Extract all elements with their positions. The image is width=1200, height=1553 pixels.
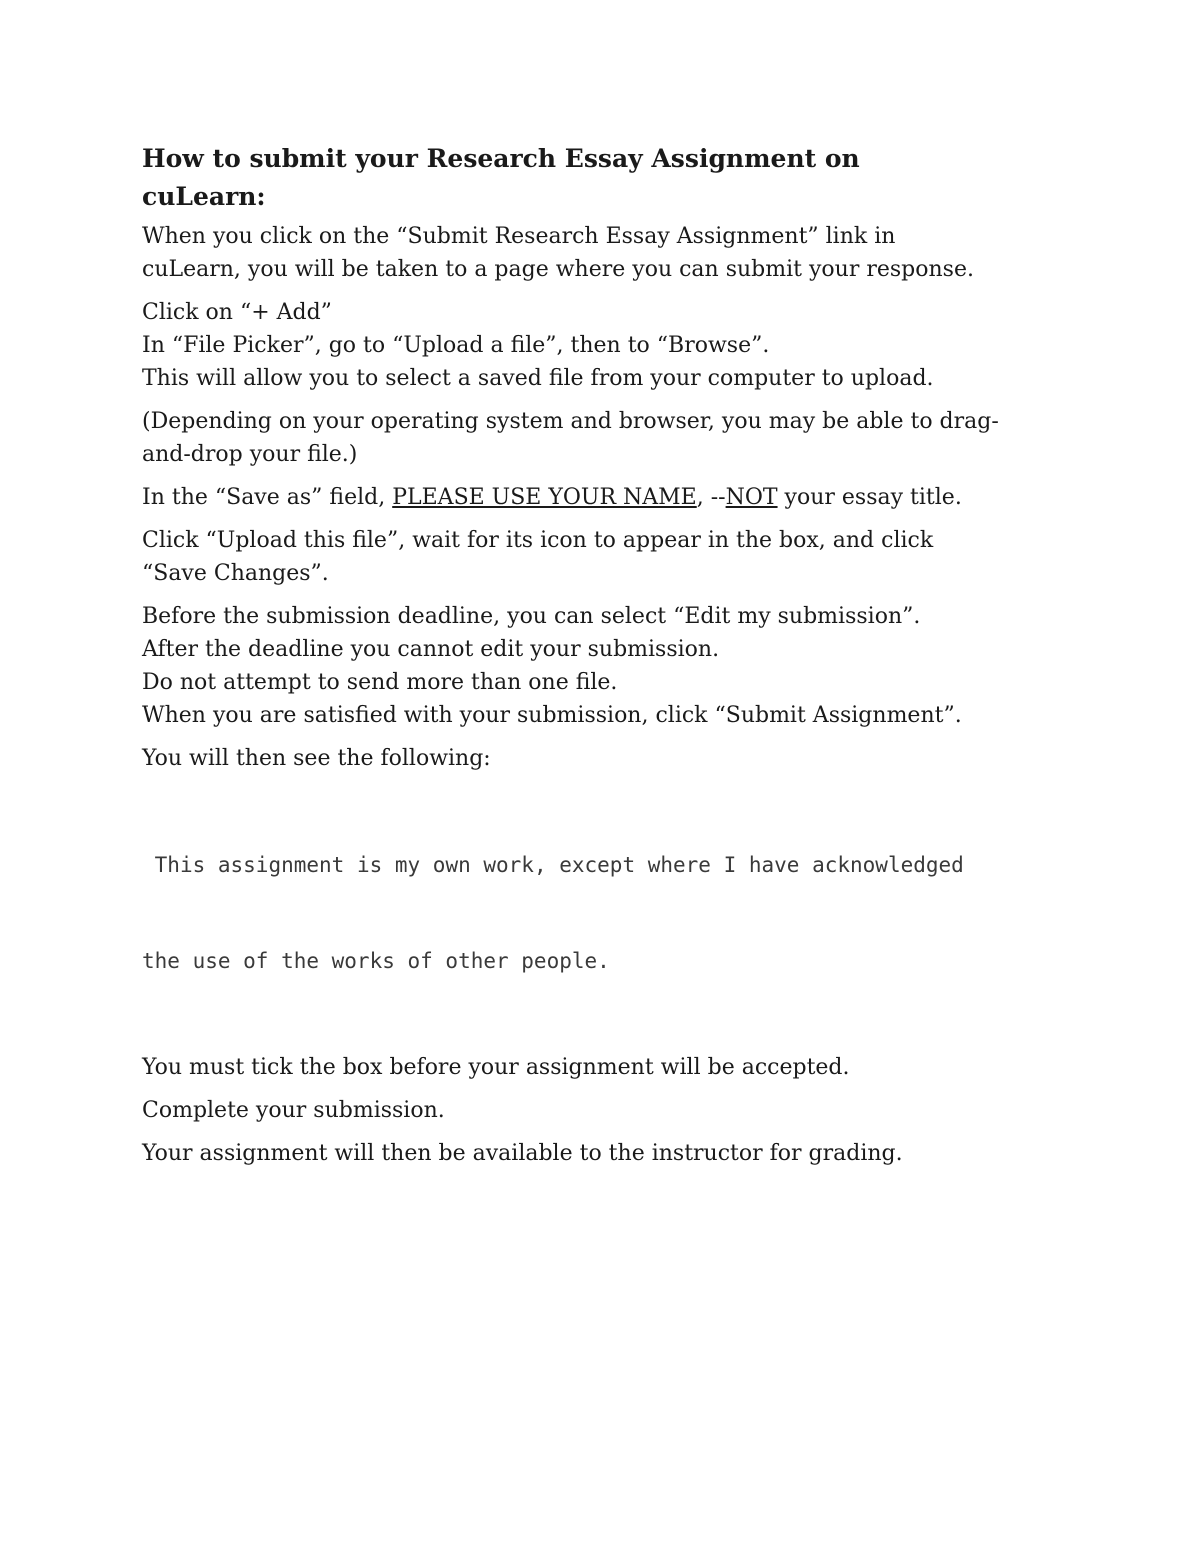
drag-drop-paragraph [142,405,1102,471]
save-as-text-a: In the “Save as” field, [142,485,393,510]
upload-line-1: Click “Upload this file”, wait for its icon to appear in the box, and click [142,528,934,553]
declaration-line-1: This assignment is my own work, except where I have acknowledged [142,853,964,877]
complete-paragraph: Complete your submission. [142,1098,445,1123]
title-line-2: cuLearn: [142,182,266,211]
document-page [142,140,1102,1180]
use-your-name-emphasis: PLEASE USE YOUR NAME [392,485,697,510]
upload-paragraph [142,524,1102,590]
see-following-paragraph: You will then see the following: [142,746,491,771]
add-file-line-1: Click on “+ Add” [142,300,332,325]
declaration-line-2: the use of the works of other people. [142,949,610,973]
deadline-line-1: Before the submission deadline, you can select “Edit my submission”. [142,604,921,629]
save-as-text-e: your essay title. [777,485,962,510]
add-file-line-2: In “File Picker”, go to “Upload a file”, then to “Browse”. [142,333,770,358]
drag-drop-line-2: and-drop your file.) [142,442,358,467]
deadline-line-3: Do not attempt to send more than one file. [142,670,618,695]
deadline-paragraph [142,600,1102,732]
add-file-line-3: This will allow you to select a saved file from your computer to upload. [142,366,934,391]
deadline-line-4: When you are satisfied with your submission, click “Submit Assignment”. [142,703,962,728]
intro-line-1: When you click on the “Submit Research Essay Assignment” link in [142,224,896,249]
upload-line-2: “Save Changes”. [142,561,329,586]
document-title [142,140,1102,216]
not-emphasis: NOT [725,485,778,510]
grading-paragraph: Your assignment will then be available to the instructor for grading. [142,1141,903,1166]
save-as-text-c: , -- [696,485,726,510]
declaration-statement [142,785,1102,1041]
intro-paragraph [142,220,1102,286]
drag-drop-line-1: (Depending on your operating system and browser, you may be able to drag- [142,409,999,434]
title-line-1: How to submit your Research Essay Assignment on [142,144,860,173]
add-file-paragraph [142,296,1102,395]
intro-line-2: cuLearn, you will be taken to a page where you can submit your response. [142,257,974,282]
save-as-paragraph [142,481,1102,514]
tick-box-paragraph: You must tick the box before your assignment will be accepted. [142,1055,850,1080]
deadline-line-2: After the deadline you cannot edit your submission. [142,637,720,662]
